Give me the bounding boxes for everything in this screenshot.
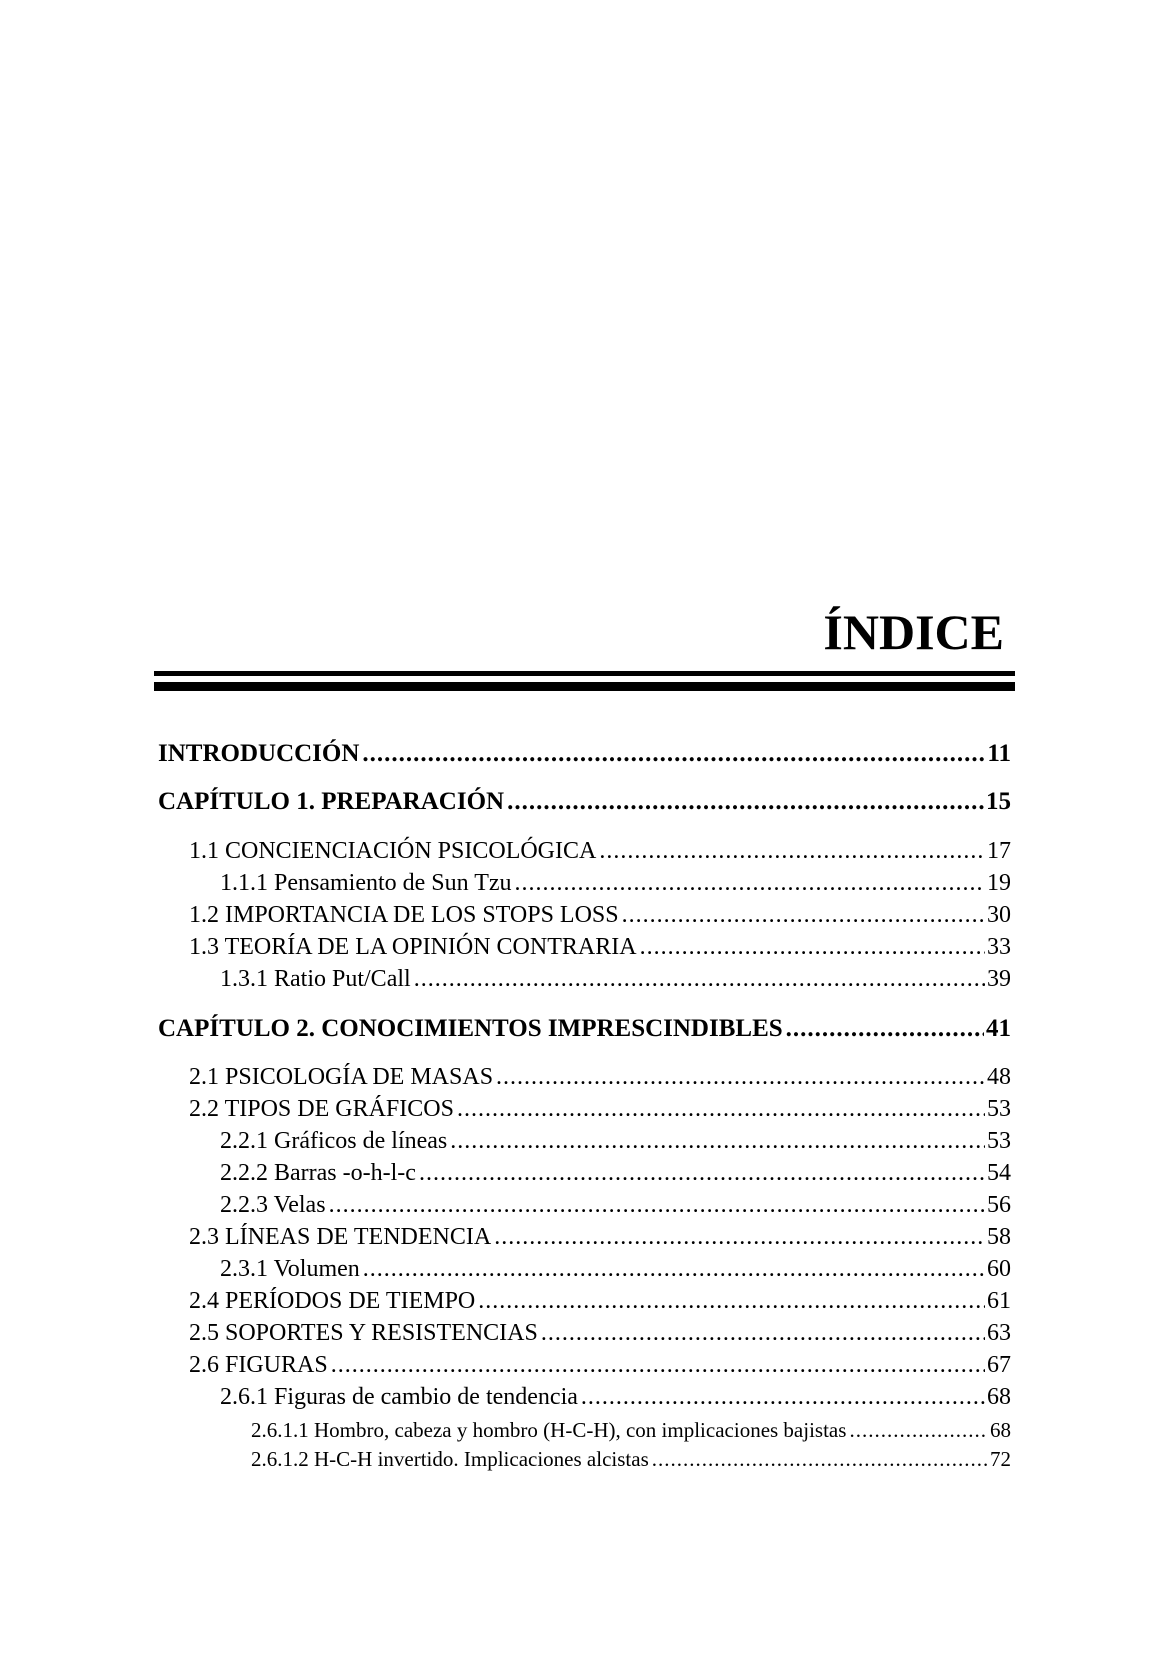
toc-entry-page: 39 (987, 966, 1011, 992)
toc-entry-2-3[interactable] (0, 1224, 1011, 1251)
toc-leader (414, 966, 985, 993)
toc-entry-page: 61 (987, 1288, 1011, 1314)
toc-entry-2-2-3[interactable] (0, 1192, 1011, 1219)
toc-entry-label: 2.2.3 Velas (220, 1192, 326, 1218)
toc-leader (507, 788, 984, 816)
toc-entry-page: 63 (987, 1320, 1011, 1346)
toc-leader (786, 1015, 984, 1043)
toc-entry-page: 11 (987, 740, 1011, 767)
toc-entry-2-6-1-2[interactable] (0, 1447, 1011, 1472)
toc-entry-page: 17 (987, 838, 1011, 864)
toc-entry-page: 33 (987, 934, 1011, 960)
toc-entry-1-1[interactable] (0, 838, 1011, 865)
toc-leader (363, 1256, 985, 1283)
toc-entry-2-2-1[interactable] (0, 1128, 1011, 1155)
toc-entry-label: INTRODUCCIÓN (158, 740, 360, 767)
toc-entry-page: 68 (987, 1384, 1011, 1410)
toc-entry-page: 30 (987, 902, 1011, 928)
toc-entry-introduccion[interactable] (0, 740, 1011, 768)
toc-entry-label: 2.6.1.1 Hombro, cabeza y hombro (H-C-H), con implicaciones bajistas (251, 1418, 847, 1442)
toc-entry-label: 1.3 TEORÍA DE LA OPINIÓN CONTRARIA (189, 934, 637, 960)
toc-leader (849, 1418, 988, 1443)
toc-leader (362, 740, 985, 768)
toc-entry-label: 2.3.1 Volumen (220, 1256, 360, 1282)
toc-entry-1-2[interactable] (0, 902, 1011, 929)
toc-entry-label: 2.2 TIPOS DE GRÁFICOS (189, 1096, 454, 1122)
toc-entry-label: 2.6.1.2 H-C-H invertido. Implicaciones alcistas (251, 1447, 649, 1471)
toc-entry-page: 60 (987, 1256, 1011, 1282)
toc-entry-2-3-1[interactable] (0, 1256, 1011, 1283)
toc-entry-page: 67 (987, 1352, 1011, 1378)
toc-entry-2-2[interactable] (0, 1096, 1011, 1123)
toc-entry-page: 58 (987, 1224, 1011, 1250)
toc-leader (599, 838, 985, 865)
toc-leader (496, 1064, 985, 1091)
toc-entry-2-2-2[interactable] (0, 1160, 1011, 1187)
toc-entry-2-1[interactable] (0, 1064, 1011, 1091)
toc-entry-label: CAPÍTULO 1. PREPARACIÓN (158, 788, 505, 815)
toc-leader (331, 1352, 985, 1379)
toc-leader (515, 870, 985, 897)
toc-entry-2-6-1-1[interactable] (0, 1418, 1011, 1443)
toc-entry-capitulo-2[interactable] (0, 1015, 1011, 1043)
toc-entry-label: 1.2 IMPORTANCIA DE LOS STOPS LOSS (189, 902, 619, 928)
toc-leader (329, 1192, 985, 1219)
toc-entry-label: 1.1.1 Pensamiento de Sun Tzu (220, 870, 512, 896)
toc-entry-2-6-1[interactable] (0, 1384, 1011, 1411)
toc-leader (622, 902, 985, 929)
title-rule-thick (154, 671, 1015, 676)
toc-entry-2-4[interactable] (0, 1288, 1011, 1315)
toc-entry-page: 56 (987, 1192, 1011, 1218)
toc-entry-page: 48 (987, 1064, 1011, 1090)
toc-leader (478, 1288, 985, 1315)
toc-entry-page: 53 (987, 1128, 1011, 1154)
toc-entry-2-6[interactable] (0, 1352, 1011, 1379)
toc-entry-page: 53 (987, 1096, 1011, 1122)
toc-entry-label: 2.3 LÍNEAS DE TENDENCIA (189, 1224, 492, 1250)
toc-leader (419, 1160, 985, 1187)
toc-entry-1-1-1[interactable] (0, 870, 1011, 897)
toc-entry-label: 1.3.1 Ratio Put/Call (220, 966, 411, 992)
toc-entry-label: 2.4 PERÍODOS DE TIEMPO (189, 1288, 476, 1314)
page-title: ÍNDICE (823, 604, 1004, 660)
title-rule-thin (154, 682, 1015, 691)
toc-entry-label: 2.5 SOPORTES Y RESISTENCIAS (189, 1320, 538, 1346)
toc-entry-2-5[interactable] (0, 1320, 1011, 1347)
toc-entry-page: 54 (987, 1160, 1011, 1186)
toc-entry-page: 41 (986, 1015, 1011, 1042)
toc-entry-capitulo-1[interactable] (0, 788, 1011, 816)
toc-entry-label: CAPÍTULO 2. CONOCIMIENTOS IMPRESCINDIBLES (158, 1015, 783, 1042)
toc-entry-1-3[interactable] (0, 934, 1011, 961)
toc-leader (457, 1096, 985, 1123)
toc-leader (541, 1320, 985, 1347)
toc-leader (494, 1224, 985, 1251)
toc-leader (640, 934, 985, 961)
toc-leader (450, 1128, 985, 1155)
toc-entry-page: 15 (986, 788, 1011, 815)
toc-entry-label: 1.1 CONCIENCIACIÓN PSICOLÓGICA (189, 838, 597, 864)
toc-entry-label: 2.1 PSICOLOGÍA DE MASAS (189, 1064, 494, 1090)
toc-leader (581, 1384, 985, 1411)
toc-entry-page: 72 (990, 1447, 1011, 1471)
toc-entry-page: 68 (990, 1418, 1011, 1442)
toc-leader (652, 1447, 988, 1472)
toc-entry-1-3-1[interactable] (0, 966, 1011, 993)
toc-entry-page: 19 (987, 870, 1011, 896)
toc-entry-label: 2.6 FIGURAS (189, 1352, 328, 1378)
toc-entry-label: 2.2.1 Gráficos de líneas (220, 1128, 448, 1154)
toc-entry-label: 2.2.2 Barras -o-h-l-c (220, 1160, 416, 1186)
toc-entry-label: 2.6.1 Figuras de cambio de tendencia (220, 1384, 578, 1410)
